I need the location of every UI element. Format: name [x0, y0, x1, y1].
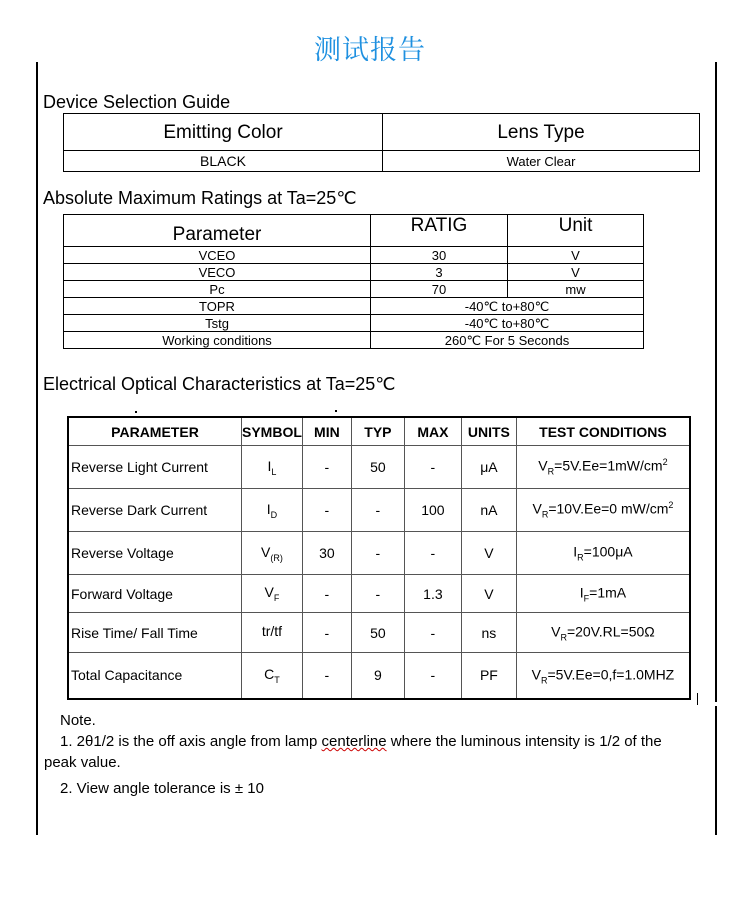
symbol-cell: tr/tf	[242, 613, 303, 653]
table-row	[68, 489, 690, 532]
min-cell: -	[302, 575, 351, 613]
min-cell: 30	[302, 532, 351, 575]
condition-cell: $V_R=5V.Ee=0,f=1.0MHZ$	[516, 653, 690, 699]
typ-cell: 50	[351, 613, 404, 653]
right-border-line-lower	[715, 706, 717, 835]
page-title: 测试报告	[314, 35, 426, 66]
table-cell: VCEO	[64, 247, 371, 264]
param-cell: Forward Voltage	[68, 575, 242, 613]
typ-cell: -	[351, 575, 404, 613]
max-cell: -	[404, 532, 461, 575]
param-cell: Reverse Dark Current	[68, 489, 242, 532]
table-cell: VECO	[64, 264, 371, 281]
eo-table	[67, 416, 691, 700]
abs-max-heading: Absolute Maximum Ratings at Ta=25℃	[43, 188, 357, 208]
stray-dot	[335, 410, 337, 412]
min-cell: -	[302, 613, 351, 653]
symbol-cell: $I_D$	[242, 489, 303, 532]
max-cell: 1.3	[404, 575, 461, 613]
symbol-cell: $V_{(R)}$	[242, 532, 303, 575]
table-row	[68, 446, 690, 489]
col-ratig: RATIG	[371, 215, 508, 247]
table-cell: mw	[508, 281, 644, 298]
stray-dot	[135, 411, 137, 413]
max-cell: -	[404, 613, 461, 653]
table-cell: Working conditions	[64, 332, 371, 349]
table-cell: 30	[371, 247, 508, 264]
max-cell: -	[404, 653, 461, 699]
typ-cell: -	[351, 532, 404, 575]
symbol-cell: $I_L$	[242, 446, 303, 489]
col-emitting-color: Emitting Color	[64, 114, 383, 151]
note-1-continued: peak value.	[44, 754, 121, 771]
table-cell: TOPR	[64, 298, 371, 315]
min-cell: -	[302, 446, 351, 489]
col-test-conditions: TEST CONDITIONS	[516, 417, 690, 446]
param-cell: Reverse Light Current	[68, 446, 242, 489]
col-typ: TYP	[351, 417, 404, 446]
device-selection-heading: Device Selection Guide	[43, 92, 231, 112]
param-cell: Total Capacitance	[68, 653, 242, 699]
symbol-cell: $V_F$	[242, 575, 303, 613]
condition-cell: $V_R=10V.Ee=0$ $mW/cm^2$	[516, 489, 690, 532]
note-2: 2. View angle tolerance is ± 10	[60, 780, 264, 797]
table-cell: -40℃ to+80℃	[371, 298, 644, 315]
right-border-tick	[697, 693, 698, 705]
col-max: MAX	[404, 417, 461, 446]
param-cell: Reverse Voltage	[68, 532, 242, 575]
table-row	[68, 575, 690, 613]
table-cell: 260℃ For 5 Seconds	[371, 332, 644, 349]
table-cell: Tstg	[64, 315, 371, 332]
right-border-line	[715, 62, 717, 702]
left-border-line	[36, 62, 38, 835]
condition-cell: $I_F=1mA$	[516, 575, 690, 613]
table-cell: -40℃ to+80℃	[371, 315, 644, 332]
abs-max-table	[63, 214, 644, 349]
condition-cell: $V_R=5V.Ee=1mW/cm^2$	[516, 446, 690, 489]
table-cell: 3	[371, 264, 508, 281]
symbol-cell: $C_T$	[242, 653, 303, 699]
col-parameter: Parameter	[64, 215, 371, 247]
table-row	[68, 613, 690, 653]
col-units: UNITS	[461, 417, 516, 446]
col-unit: Unit	[508, 215, 644, 247]
table-row	[68, 653, 690, 699]
unit-cell: V	[461, 532, 516, 575]
unit-cell: μA	[461, 446, 516, 489]
eo-heading: Electrical Optical Characteristics at Ta=25℃	[43, 374, 396, 394]
table-cell: V	[508, 264, 644, 281]
unit-cell: nA	[461, 489, 516, 532]
typ-cell: -	[351, 489, 404, 532]
condition-cell: $I_R=100\mu A$	[516, 532, 690, 575]
table-row	[68, 532, 690, 575]
max-cell: 100	[404, 489, 461, 532]
unit-cell: ns	[461, 613, 516, 653]
table-cell: Pc	[64, 281, 371, 298]
condition-cell: $V_R=20V.RL=50\Omega$	[516, 613, 690, 653]
typ-cell: 9	[351, 653, 404, 699]
col-lens-type: Lens Type	[383, 114, 700, 151]
min-cell: -	[302, 653, 351, 699]
unit-cell: V	[461, 575, 516, 613]
cell-lens-type: Water Clear	[383, 151, 700, 172]
param-cell: Rise Time/ Fall Time	[68, 613, 242, 653]
table-cell: V	[508, 247, 644, 264]
device-selection-table	[63, 113, 700, 172]
note-label: Note.	[60, 712, 96, 729]
table-cell: 70	[371, 281, 508, 298]
col-parameter: PARAMETER	[68, 417, 242, 446]
min-cell: -	[302, 489, 351, 532]
col-min: MIN	[302, 417, 351, 446]
typ-cell: 50	[351, 446, 404, 489]
unit-cell: PF	[461, 653, 516, 699]
note-1: 1. 2θ1/2 is the off axis angle from lamp centerline where the luminous intensity is 1/2 of the	[60, 733, 662, 750]
cell-emitting-color: BLACK	[64, 151, 383, 172]
max-cell: -	[404, 446, 461, 489]
col-symbol: SYMBOL	[242, 417, 303, 446]
